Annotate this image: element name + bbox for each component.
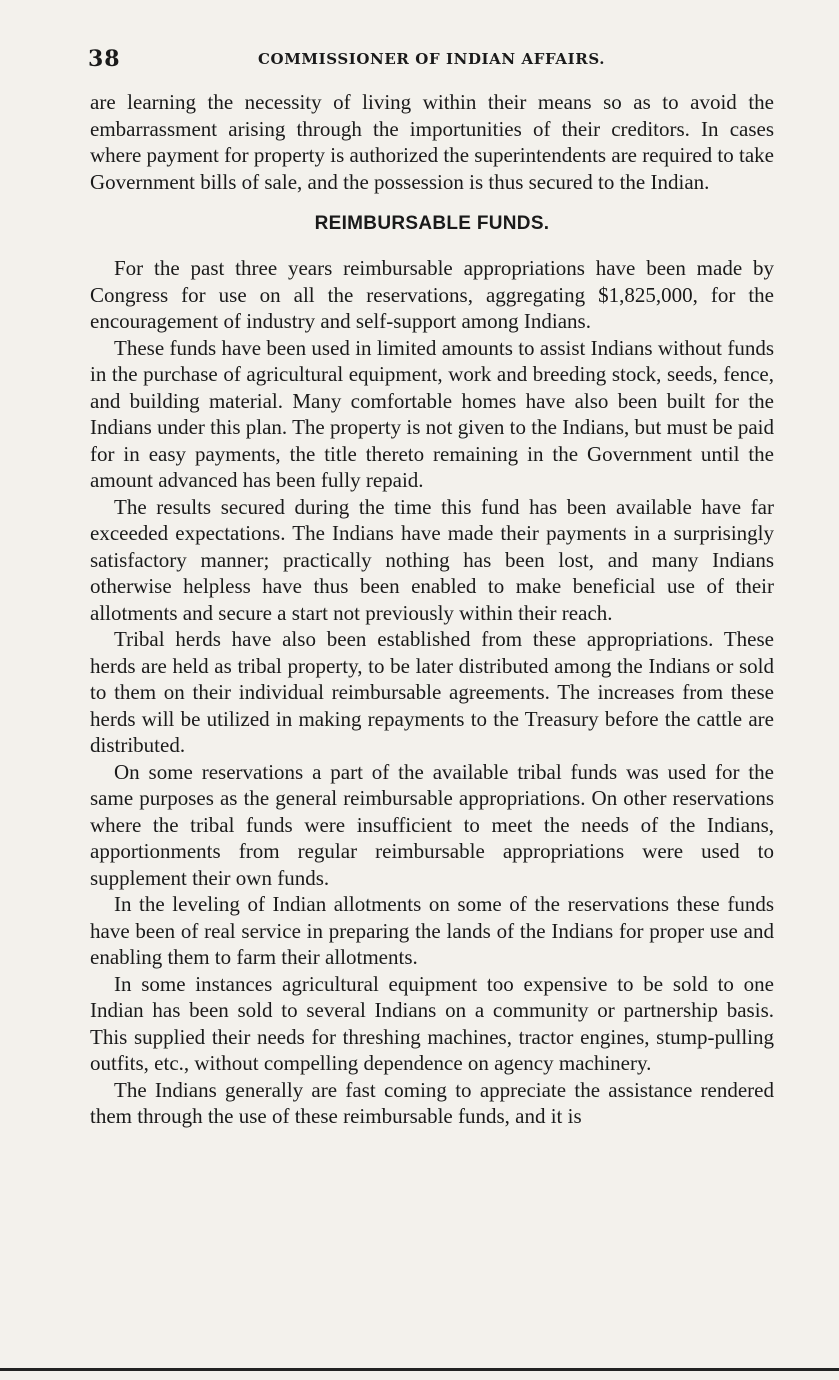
paragraph: In the leveling of Indian allotments on some of the reservations these funds have been of real service in preparing the lands of the Indians for proper use and enabling them to farm their allotments. xyxy=(90,892,774,969)
paragraph: On some reservations a part of the available tribal funds was used for the same purposes as the general reimbursable appropriations. On other reservations where the tribal funds were insufficient to meet the needs of the Indians, apportionments from regular reimbursable appropriations were used to supplement their own funds. xyxy=(90,759,774,890)
bottom-border xyxy=(0,1368,839,1371)
body-text xyxy=(90,89,774,1130)
paragraph: The Indians generally are fast coming to appreciate the assistance rendered them through the use of these reimbursable funds, and it is xyxy=(90,1077,774,1128)
page-number: 38 xyxy=(88,46,121,72)
page-header xyxy=(88,44,778,76)
paragraph: The results secured during the time this fund has been available have far exceeded expectations. The Indians have made their payments in a surprisingly satisfactory manner; practically nothing has been lost, and many Indians otherwise helpless have thus been enabled to make beneficial use of their allotments and secure a start not previously within their reach. xyxy=(90,494,774,625)
section-heading: REIMBURSABLE FUNDS. xyxy=(314,213,550,234)
paragraph: These funds have been used in limited amounts to assist Indians without funds in the purchase of agricultural equipment, work and breeding stock, seeds, fence, and building material. Many comfortable homes have also been built for the Indians under this plan. The property is not given to the Indians, but must be paid for in easy payments, the title thereto remaining in the Government until the amount advanced has been fully repaid. xyxy=(90,335,774,492)
paragraph: For the past three years reimbursable appropriations have been made by Congress for use on all the reservations, aggregating $1,825,000, for the encouragement of industry and self-support among Indians. xyxy=(90,256,774,333)
paragraph: Tribal herds have also been established from these appropriations. These herds are held as tribal property, to be later distributed among the Indians or sold to them on their individual reimbursable agreements. The increases from these herds will be utilized in making repayments to the Treasury before the cattle are distributed. xyxy=(90,627,774,757)
paragraph: In some instances agricultural equipment too expensive to be sold to one Indian has been sold to several Indians on a community or partnership basis. This supplied their needs for threshing machines, tractor engines, stump-pulling outfits, etc., without compelling dependence on agency machinery. xyxy=(90,971,774,1075)
running-head: COMMISSIONER OF INDIAN AFFAIRS. xyxy=(258,50,606,68)
paragraph-continuation: are learning the necessity of living within their means so as to avoid the embarrassment arising through the importunities of their creditors. In cases where payment for property is authorized the superintendents are required to take Government bills of sale, and the possession is thus secured to the Indian. xyxy=(90,90,774,194)
